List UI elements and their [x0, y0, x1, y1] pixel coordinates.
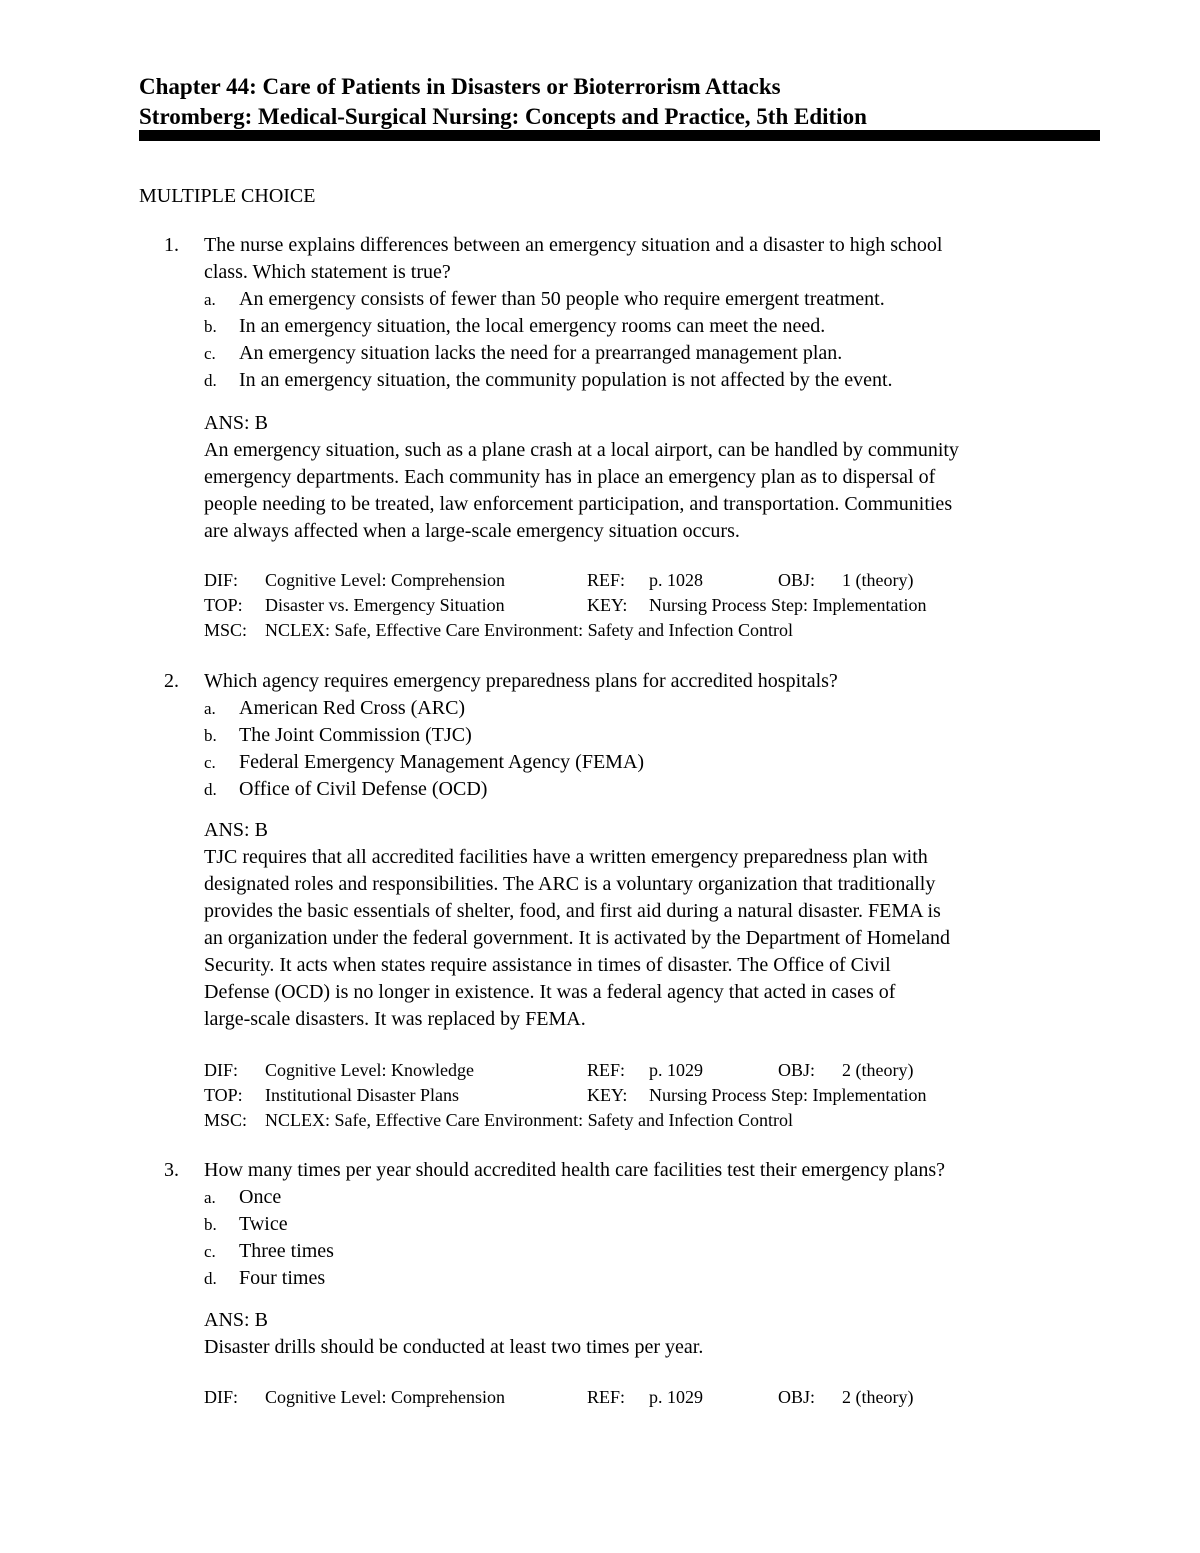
top-value: Disaster vs. Emergency Situation [265, 595, 505, 615]
answer: ANS: B [204, 412, 268, 434]
option-letter: c. [204, 1242, 216, 1261]
dif-value: Cognitive Level: Knowledge [265, 1060, 474, 1080]
dif-label: DIF: [204, 1387, 239, 1407]
ref-label: REF: [587, 1060, 626, 1080]
option-a-text: American Red Cross (ARC) [239, 697, 466, 719]
question-number: 2. [164, 670, 179, 692]
ref-value: p. 1028 [649, 570, 703, 590]
rationale-line: Disaster drills should be conducted at least two times per year. [204, 1336, 704, 1358]
section-title: MULTIPLE CHOICE [139, 185, 316, 207]
obj-value: 2 (theory) [842, 1060, 914, 1080]
rationale-line: large-scale disasters. It was replaced by FEMA. [204, 1008, 586, 1030]
dif-label: DIF: [204, 1060, 239, 1080]
msc-label: MSC: [204, 1110, 248, 1130]
rationale-line: An emergency situation, such as a plane crash at a local airport, can be handled by community [204, 439, 959, 461]
answer: ANS: B [204, 819, 268, 841]
obj-value: 2 (theory) [842, 1387, 914, 1407]
top-value: Institutional Disaster Plans [265, 1085, 459, 1105]
obj-label: OBJ: [778, 1387, 816, 1407]
question-stem-line: How many times per year should accredited health care facilities test their emergency plans? [204, 1159, 945, 1181]
option-b-text: Twice [239, 1213, 288, 1235]
rationale-line: Defense (OCD) is no longer in existence. It was a federal agency that acted in cases of [204, 981, 896, 1003]
obj-label: OBJ: [778, 1060, 816, 1080]
option-b-text: The Joint Commission (TJC) [239, 724, 472, 746]
rationale-line: people needing to be treated, law enforcement participation, and transportation. Communities [204, 493, 953, 515]
option-letter: c. [204, 753, 216, 772]
rationale-line: an organization under the federal government. It is activated by the Department of Homeland [204, 927, 951, 949]
option-letter: c. [204, 344, 216, 363]
question-number: 3. [164, 1159, 179, 1181]
option-letter: d. [204, 1269, 217, 1288]
ref-label: REF: [587, 1387, 626, 1407]
header-rule [139, 130, 1100, 141]
option-b-text: In an emergency situation, the local emergency rooms can meet the need. [239, 315, 826, 337]
chapter-title: Chapter 44: Care of Patients in Disasters or Bioterrorism Attacks [139, 74, 781, 99]
dif-value: Cognitive Level: Comprehension [265, 570, 505, 590]
ref-label: REF: [587, 570, 626, 590]
msc-value: NCLEX: Safe, Effective Care Environment: Safety and Infection Control [265, 1110, 794, 1130]
option-c-text: Three times [239, 1240, 334, 1262]
ref-value: p. 1029 [649, 1387, 703, 1407]
option-d-text: In an emergency situation, the community population is not affected by the event. [239, 369, 893, 391]
ref-value: p. 1029 [649, 1060, 703, 1080]
question-number: 1. [164, 234, 179, 256]
option-letter: a. [204, 699, 216, 718]
rationale-line: are always affected when a large-scale emergency situation occurs. [204, 520, 740, 542]
rationale-line: emergency departments. Each community has in place an emergency plan as to dispersal of [204, 466, 936, 488]
book-title: Stromberg: Medical-Surgical Nursing: Concepts and Practice, 5th Edition [139, 104, 867, 129]
option-letter: b. [204, 317, 217, 336]
top-label: TOP: [204, 595, 243, 615]
option-a-text: Once [239, 1186, 282, 1208]
rationale-line: Security. It acts when states require assistance in times of disaster. The Office of Civil [204, 954, 891, 976]
rationale-line: TJC requires that all accredited facilities have a written emergency preparedness plan with [204, 846, 928, 868]
question-stem-line: The nurse explains differences between an emergency situation and a disaster to high school [204, 234, 943, 256]
key-value: Nursing Process Step: Implementation [649, 1085, 927, 1105]
obj-value: 1 (theory) [842, 570, 914, 590]
key-label: KEY: [587, 595, 628, 615]
question-stem-line: class. Which statement is true? [204, 261, 451, 283]
msc-label: MSC: [204, 620, 248, 640]
question-stem-line: Which agency requires emergency preparedness plans for accredited hospitals? [204, 670, 838, 692]
option-letter: d. [204, 780, 217, 799]
key-label: KEY: [587, 1085, 628, 1105]
rationale-line: provides the basic essentials of shelter, food, and first aid during a natural disaster. FEMA is [204, 900, 941, 922]
key-value: Nursing Process Step: Implementation [649, 595, 927, 615]
obj-label: OBJ: [778, 570, 816, 590]
option-d-text: Four times [239, 1267, 326, 1289]
rationale-line: designated roles and responsibilities. The ARC is a voluntary organization that traditionally [204, 873, 936, 895]
option-c-text: An emergency situation lacks the need for a prearranged management plan. [239, 342, 843, 364]
option-letter: a. [204, 1188, 216, 1207]
answer: ANS: B [204, 1309, 268, 1331]
option-letter: a. [204, 290, 216, 309]
option-d-text: Office of Civil Defense (OCD) [239, 778, 488, 800]
option-c-text: Federal Emergency Management Agency (FEMA) [239, 751, 645, 773]
option-letter: d. [204, 371, 217, 390]
option-letter: b. [204, 1215, 217, 1234]
option-letter: b. [204, 726, 217, 745]
dif-label: DIF: [204, 570, 239, 590]
option-a-text: An emergency consists of fewer than 50 people who require emergent treatment. [239, 288, 885, 310]
top-label: TOP: [204, 1085, 243, 1105]
dif-value: Cognitive Level: Comprehension [265, 1387, 505, 1407]
msc-value: NCLEX: Safe, Effective Care Environment: Safety and Infection Control [265, 620, 794, 640]
